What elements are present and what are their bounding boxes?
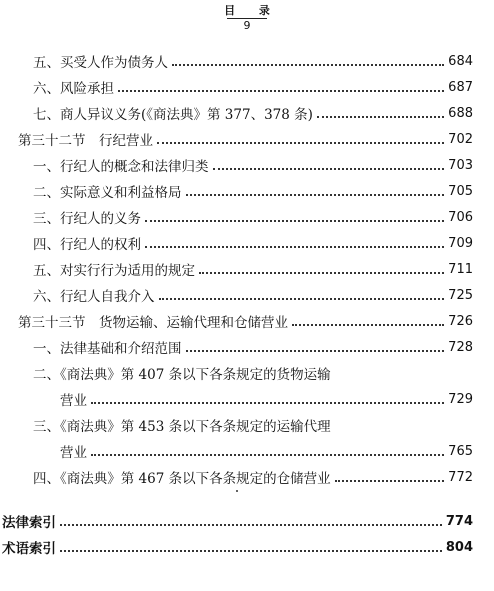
toc-entry-label: 三、《商法典》第 453 条以下各条规定的运输代理 [33,419,331,435]
toc-entry-page: 765 [448,443,473,459]
toc-entry-label: 一、法律基础和介绍范围 [33,341,182,357]
toc-entry-label: 四、《商法典》第 467 条以下各条规定的仓储营业 [33,471,331,487]
toc-entry-page: 705 [448,183,473,199]
toc-index-page: 774 [445,513,473,529]
toc-entry-label: 五、对实行行为适用的规定 [33,263,195,279]
toc-entry-label: 四、行纪人的权利 [33,237,141,253]
leader-dots [172,63,444,66]
toc-index-label: 术语索引 [2,541,56,557]
leader-dots [292,323,444,326]
toc-entry[interactable] [33,334,473,360]
toc-entry[interactable] [33,178,473,204]
leader-dots [91,453,444,456]
running-title: 目 录 [224,4,280,17]
toc-entry-label: 营业 [60,393,87,409]
toc-entry[interactable] [33,100,473,126]
leader-dots [60,549,442,552]
leader-dots [213,167,445,170]
separator-dot [236,490,238,492]
leader-dots [60,523,442,526]
leader-dots [199,271,444,274]
toc-section-label: 第三十二节 行纪营业 [18,133,153,149]
toc-entry-page: 687 [448,79,473,95]
toc-index-page: 804 [445,539,473,555]
toc-entry-page: 729 [448,391,473,407]
toc-entry-label: 二、实际意义和利益格局 [33,185,182,201]
toc-section-label: 第三十三节 货物运输、运输代理和仓储营业 [18,315,288,331]
toc-entry-page: 772 [448,469,473,485]
toc-entry[interactable] [33,204,473,230]
toc-entry[interactable] [33,230,473,256]
toc-entry-continuation[interactable] [60,438,473,464]
toc-entry-label: 营业 [60,445,87,461]
toc-section[interactable] [18,126,473,152]
page-number: 9 [243,19,251,32]
toc-entry-label: 六、行纪人自我介入 [33,289,155,305]
leader-dots [186,349,445,352]
toc-entry-label: 六、风险承担 [33,81,114,97]
toc-entry[interactable] [33,464,473,490]
leader-dots [91,401,444,404]
leader-dots [118,89,444,92]
toc-entry-continuation[interactable] [60,386,473,412]
leader-dots [145,219,444,222]
leader-dots [335,479,445,482]
toc-entry-label: 一、行纪人的概念和法律归类 [33,159,209,175]
toc-index[interactable] [2,534,473,560]
leader-dots [157,141,444,144]
toc-section-page: 702 [448,131,473,147]
toc-entry-label: 七、商人异议义务(《商法典》第 377、378 条) [33,107,313,123]
toc-entry-page: 728 [448,339,473,355]
leader-dots [186,193,445,196]
toc-section-page: 726 [448,313,473,329]
toc-entry[interactable] [33,412,473,438]
toc-entry[interactable] [33,360,473,386]
toc-entry[interactable] [33,256,473,282]
toc-entry[interactable] [33,282,473,308]
toc-index-label: 法律索引 [2,515,56,531]
running-header [0,4,494,32]
toc-entry-page: 703 [448,157,473,173]
toc-section[interactable] [18,308,473,334]
leader-dots [145,245,444,248]
toc-entry-page: 684 [448,53,473,69]
toc-entry-page: 688 [448,105,473,121]
toc-entry-label: 二、《商法典》第 407 条以下各条规定的货物运输 [33,367,331,383]
toc-index[interactable] [2,508,473,534]
toc-entry[interactable] [33,74,473,100]
leader-dots [317,115,444,118]
leader-dots [159,297,445,300]
toc-entry[interactable] [33,152,473,178]
toc-entry-page: 706 [448,209,473,225]
toc-entry-label: 五、买受人作为债务人 [33,55,168,71]
toc-entry-page: 725 [448,287,473,303]
toc-entry[interactable] [33,48,473,74]
toc-entry-page: 711 [448,261,473,277]
toc-entry-label: 三、行纪人的义务 [33,211,141,227]
toc-entry-page: 709 [448,235,473,251]
